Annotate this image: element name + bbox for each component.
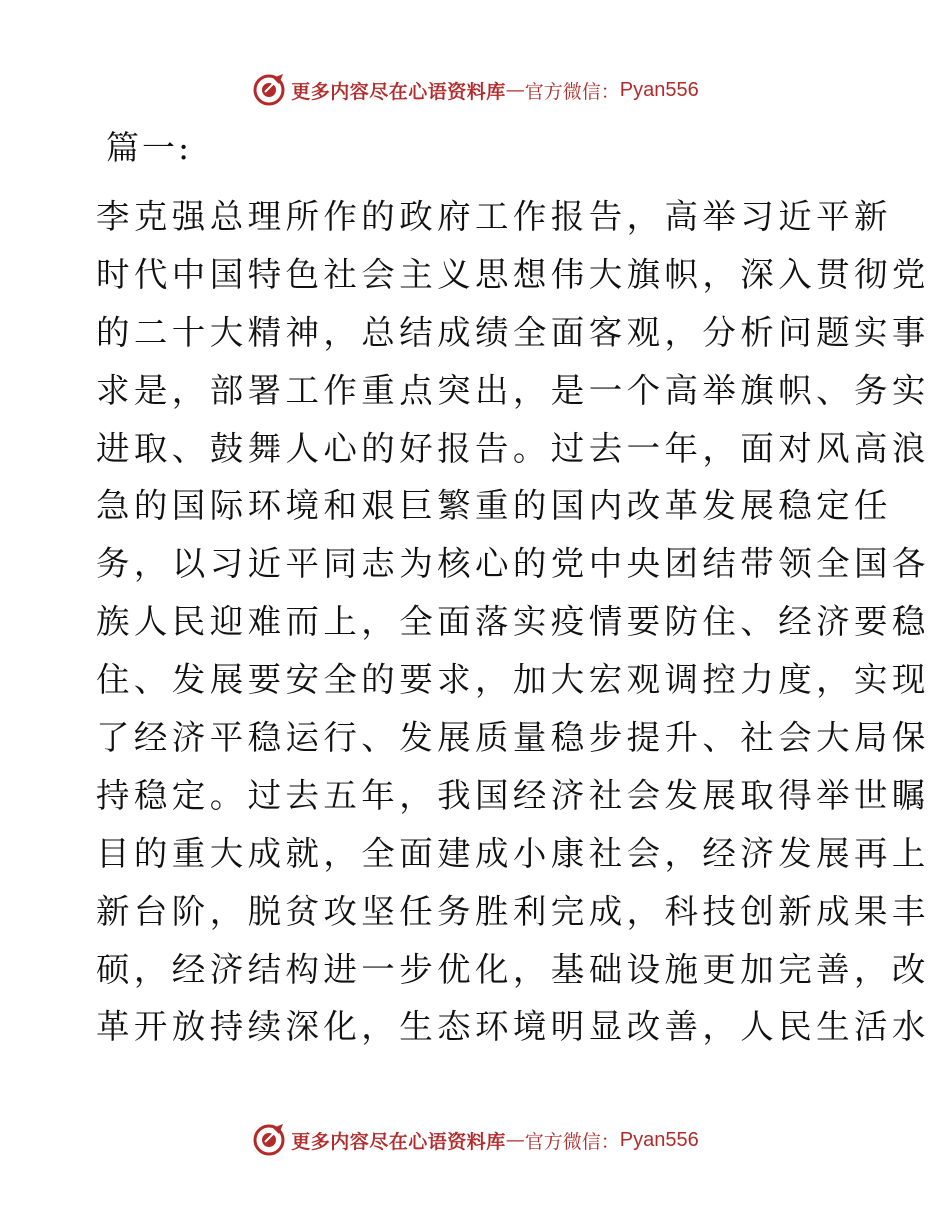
paragraph-line: 持稳定。过去五年，我国经济社会发展取得举世瞩 bbox=[96, 775, 930, 815]
banner-wechat-id: Pyan556 bbox=[619, 78, 699, 101]
banner-wechat-label: 官方微信： bbox=[524, 80, 620, 103]
banner-title: 更多内容尽在心语资料库 bbox=[291, 1130, 506, 1153]
logo-icon bbox=[251, 72, 287, 108]
banner-dash: — bbox=[505, 79, 525, 101]
paragraph-line: 革开放持续深化，生态环境明显改善，人民生活水 bbox=[96, 1007, 930, 1047]
paragraph-line: 进取、鼓舞人心的好报告。过去一年，面对风高浪 bbox=[96, 428, 930, 468]
header-watermark-banner bbox=[0, 70, 950, 110]
section-heading: 篇一: bbox=[106, 128, 193, 167]
paragraph-line: 的二十大精神，总结成绩全面客观，分析问题实事 bbox=[96, 312, 930, 352]
logo-icon bbox=[251, 1122, 287, 1158]
banner-dash: — bbox=[505, 1129, 525, 1151]
paragraph-line: 务，以习近平同志为核心的党中央团结带领全国各 bbox=[96, 544, 930, 584]
paragraph-line: 求是，部署工作重点突出，是一个高举旗帜、务实 bbox=[96, 370, 930, 410]
paragraph-line: 硕，经济结构进一步优化，基础设施更加完善，改 bbox=[96, 949, 930, 989]
paragraph-line: 急的国际环境和艰巨繁重的国内改革发展稳定任 bbox=[96, 486, 892, 526]
banner-wechat-label: 官方微信： bbox=[524, 1130, 620, 1153]
paragraph-line: 住、发展要安全的要求，加大宏观调控力度，实现 bbox=[96, 660, 930, 700]
paragraph-line: 李克强总理所作的政府工作报告，高举习近平新 bbox=[96, 197, 892, 236]
banner-wechat-id: Pyan556 bbox=[619, 1128, 699, 1151]
paragraph-line: 了经济平稳运行、发展质量稳步提升、社会大局保 bbox=[96, 718, 930, 758]
paragraph-line: 新台阶，脱贫攻坚任务胜利完成，科技创新成果丰 bbox=[96, 891, 930, 931]
footer-watermark-banner bbox=[0, 1120, 950, 1160]
body-paragraph bbox=[96, 188, 930, 1056]
banner-title: 更多内容尽在心语资料库 bbox=[291, 80, 506, 103]
paragraph-line: 目的重大成就，全面建成小康社会，经济发展再上 bbox=[96, 833, 930, 873]
paragraph-line: 族人民迎难而上，全面落实疫情要防住、经济要稳 bbox=[96, 602, 930, 642]
paragraph-line: 时代中国特色社会主义思想伟大旗帜，深入贯彻党 bbox=[96, 254, 930, 294]
